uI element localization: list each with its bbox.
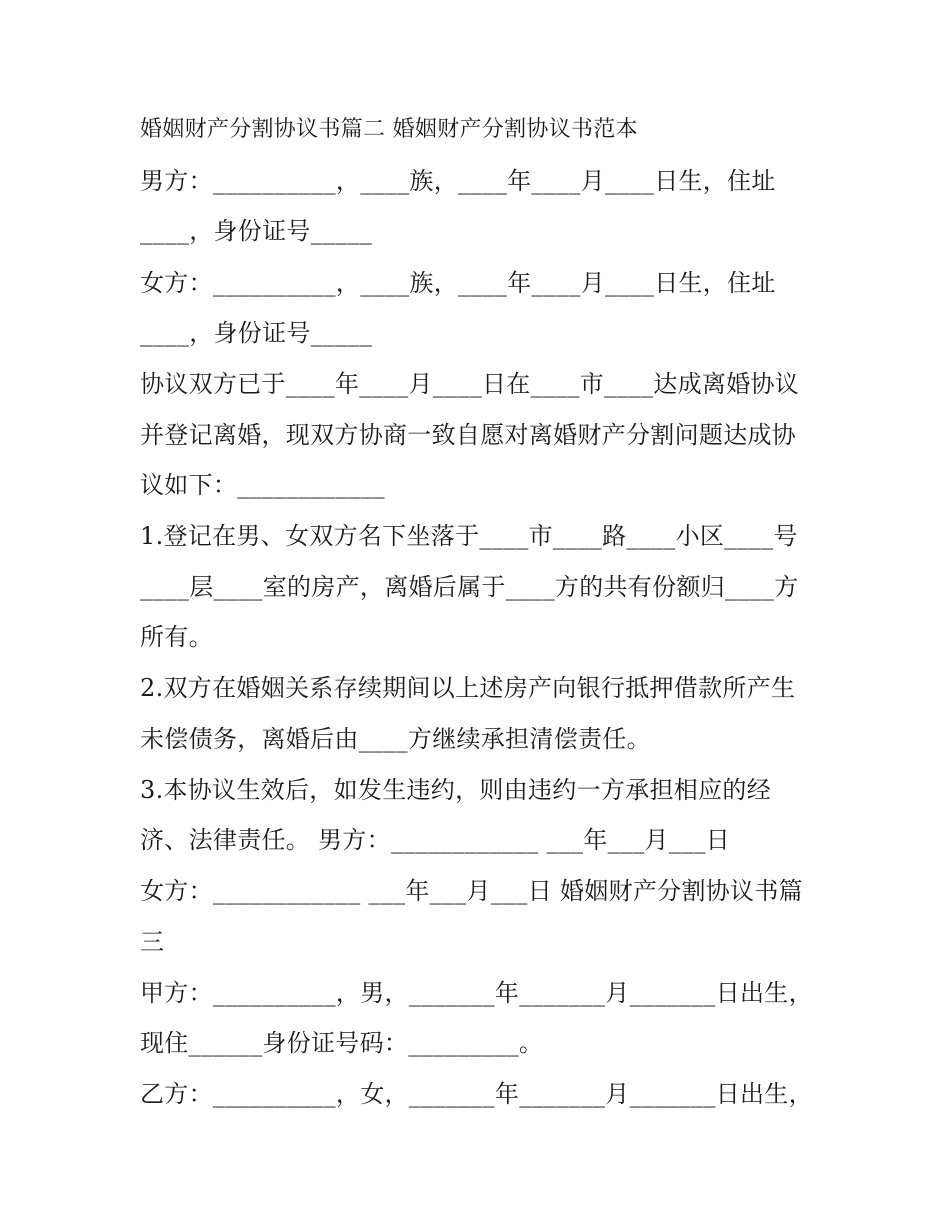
text-line: ____，身份证号_____ — [140, 217, 373, 245]
text-line: ____层____室的房产，离婚后属于____方的共有份额归____方 — [140, 573, 799, 601]
text-line: 女方：____________ ___年___月___日 婚姻财产分割协议书篇 — [140, 877, 803, 905]
text-line: 甲方：__________，男，_______年_______月_______日出生， — [140, 979, 813, 1007]
text-line: 协议双方已于____年____月____日在____市____达成离婚协议 — [140, 370, 800, 398]
text-line: 三 — [140, 928, 165, 956]
text-line: 并登记离婚，现双方协商一致自愿对离婚财产分割问题达成协 — [140, 421, 797, 449]
text-line: 乙方：__________，女，_______年_______月_______日出生， — [140, 1080, 813, 1108]
text-line: 2.双方在婚姻关系存续期间以上述房产向银行抵押借款所产生 — [140, 674, 796, 702]
text-line: 议如下：____________ — [140, 471, 385, 499]
text-line: 1.登记在男、女双方名下坐落于____市____路____小区____号 — [140, 522, 798, 550]
text-line: 所有。 — [140, 623, 213, 651]
text-line: 3.本协议生效后，如发生违约，则由违约一方承担相应的经 — [140, 776, 771, 804]
text-line: 女方：__________，____族，____年____月____日生，住址 — [140, 269, 776, 297]
text-line: 未偿债务，离婚后由____方继续承担清偿责任。 — [140, 725, 651, 753]
section-heading: 婚姻财产分割协议书篇二 婚姻财产分割协议书范本 — [140, 117, 638, 142]
text-line: ____，身份证号_____ — [140, 319, 373, 347]
text-line: 男方：__________，____族，____年____月____日生，住址 — [140, 167, 776, 195]
text-line: 现住______身份证号码：_________。 — [140, 1029, 544, 1057]
text-line: 济、法律责任。 男方：____________ ___年___月___日 — [140, 826, 731, 854]
